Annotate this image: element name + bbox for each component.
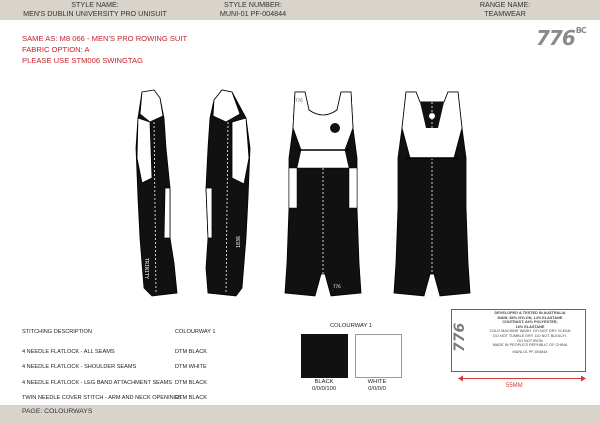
back-crest-icon — [429, 113, 435, 119]
swingtag-line: MUNI-01 PF-004844 — [512, 349, 548, 354]
range-name-cell — [410, 0, 600, 18]
side-print-text: TRINITY — [143, 258, 149, 280]
dimension-label: 55MM — [506, 383, 523, 389]
dimension-arrows — [458, 375, 586, 382]
swatch-white — [355, 334, 402, 378]
range-name-label: RANGE NAME: — [479, 0, 531, 9]
brand-logo-text: 776 — [536, 26, 575, 50]
style-number-value: MUNI-01 PF-004844 — [219, 9, 287, 18]
note-same-as: SAME AS: M8 066 - MEN'S PRO ROWING SUIT — [22, 34, 188, 43]
page-label: PAGE: COLOURWAYS — [22, 408, 93, 415]
brand-logo — [536, 26, 586, 50]
swatch-black-name: BLACK — [314, 379, 334, 385]
swingtag-line: MADE IN PEOPLE'S REPUBLIC OF CHINA — [492, 343, 568, 348]
arrow-right-icon — [581, 376, 586, 382]
swingtag-line: COLD MACHINE WASH. DO NOT DRY CLEAN — [489, 329, 571, 334]
swingtag-line: CONTRAST: 84% POLYESTER, — [502, 320, 558, 325]
stitching-row-desc: 4 NEEDLE FLATLOCK - ALL SEAMS — [22, 349, 115, 355]
swatch-black-code: 0/0/0/100 — [311, 386, 337, 392]
stitching-row-value: DTM BLACK — [175, 395, 208, 401]
colourway-title: COLOURWAY 1 — [330, 323, 372, 329]
crest-icon — [330, 123, 340, 133]
stitching-row-desc: 4 NEEDLE FLATLOCK - LEG BAND ATTACHMENT SEAMS — [22, 380, 173, 386]
swingtag-line: MAIN: 86% NYLON, 14% ELASTANE — [497, 315, 563, 320]
garment-side-view-right — [196, 88, 256, 298]
stitching-header: STITCHING DESCRIPTION — [22, 329, 92, 335]
swingtag-logo: 776 — [452, 322, 468, 352]
swatch-black-label — [294, 379, 354, 393]
style-name-label: STYLE NAME: — [71, 0, 119, 9]
style-number-cell — [158, 0, 348, 18]
header-bar — [0, 0, 600, 20]
spec-notes — [22, 33, 187, 66]
stitching-row-value: DTM BLACK — [175, 349, 208, 355]
swingtag-line: DEVELOPED & TESTED IN AUSTRALIA — [494, 311, 566, 315]
garment-back-view — [392, 88, 472, 298]
swatch-black — [301, 334, 348, 378]
style-name-value: MEN'S DUBLIN UNIVERSITY PRO UNISUIT — [23, 9, 167, 18]
front-chest-mark: 776 — [295, 98, 303, 103]
swatch-white-name: WHITE — [367, 379, 387, 385]
swingtag-text — [476, 311, 584, 354]
note-fabric-option: FABRIC OPTION: A — [22, 45, 90, 54]
swatch-white-code: 0/0/0/0 — [368, 386, 386, 392]
stitching-row-desc: 4 NEEDLE FLATLOCK - SHOULDER SEAMS — [22, 364, 137, 370]
stitching-row-value: DTM WHITE — [175, 364, 207, 370]
arrow-left-icon — [458, 376, 463, 382]
brand-logo-suffix: BC — [575, 26, 586, 35]
stitching-colourway-header: COLOURWAY 1 — [175, 329, 216, 335]
swingtag-line: 16% ELASTANE — [515, 324, 545, 329]
swingtag-line: DO NOT TUMBLE DRY. DO NOT BLEACH. — [493, 333, 567, 338]
note-swingtag: PLEASE USE STM006 SWINGTAG — [22, 56, 143, 65]
style-number-label: STYLE NUMBER: — [224, 0, 282, 9]
garment-front-view — [283, 88, 363, 298]
side-print-year: 1836 — [236, 235, 242, 248]
stitching-row-desc: TWIN NEEDLE COVER STITCH - ARM AND NECK OPENINGS — [22, 395, 182, 401]
swingtag-line: DO NOT IRON — [517, 338, 543, 343]
front-leg-mark: 776 — [333, 284, 341, 289]
range-name-value: TEAMWEAR — [484, 9, 526, 18]
swatch-white-label — [347, 379, 407, 393]
stitching-row-value: DTM BLACK — [175, 380, 208, 386]
garment-side-view-left — [130, 88, 190, 298]
footer-bar — [0, 405, 600, 424]
